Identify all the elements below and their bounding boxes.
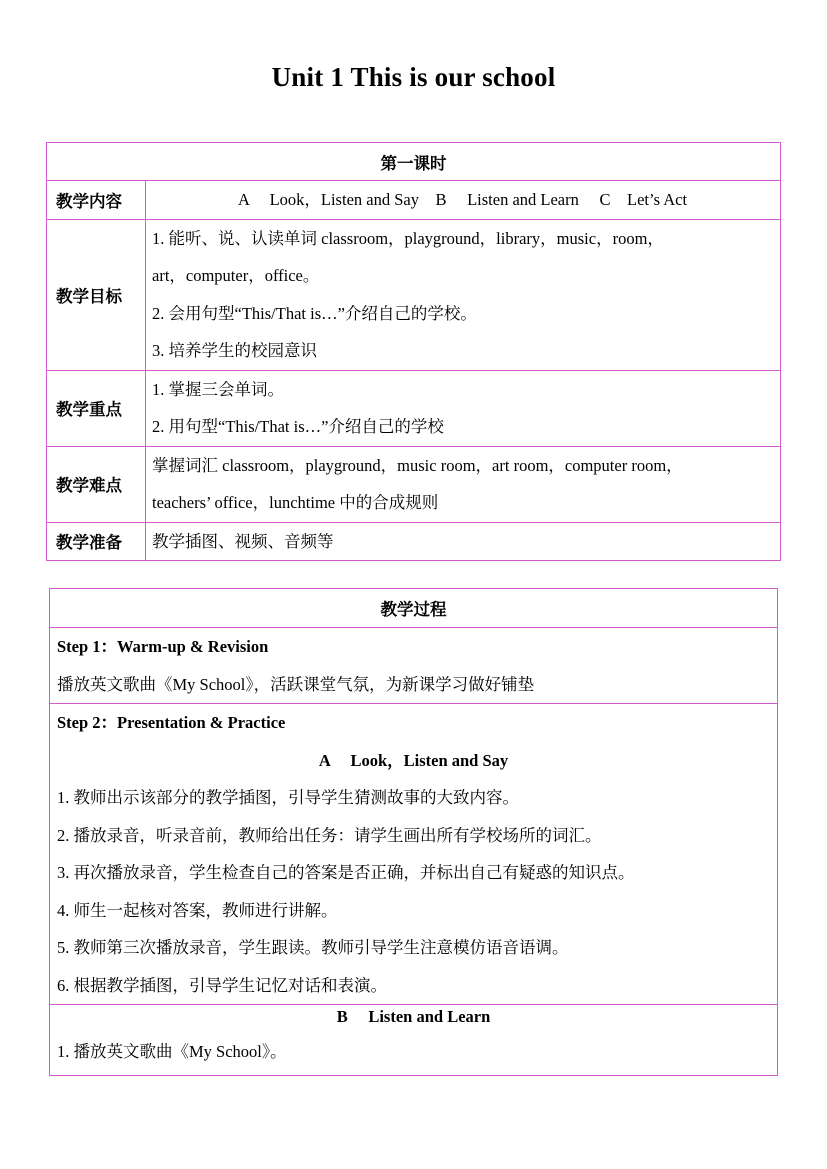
difficulty-line: 掌握词汇 classroom，playground，music room，art room，computer room， xyxy=(152,455,683,475)
page-title: Unit 1 This is our school xyxy=(271,62,556,92)
step2-item: 2. 播放录音，听录音前，教师给出任务：请学生画出所有学校场所的词汇。 xyxy=(57,825,602,845)
row-value-objectives xyxy=(146,219,781,370)
step2-heading: Step 2：Presentation & Practice xyxy=(57,713,286,732)
step2-item: 1. 教师出示该部分的教学插图，引导学生猜测故事的大致内容。 xyxy=(57,788,519,807)
step1-heading: Step 1：Warm-up & Revision xyxy=(57,637,269,656)
lesson-info-table xyxy=(46,142,781,561)
row-value-preparation xyxy=(146,522,781,561)
objective-line: 2. 会用句型“This/That is…”介绍自己的学校。 xyxy=(152,303,477,323)
step1-text: 播放英文歌曲《My School》，活跃课堂气氛，为新课学习做好铺垫 xyxy=(57,674,535,694)
row-label-preparation: 教学准备 xyxy=(47,522,146,561)
step2-item: 6. 根据教学插图，引导学生记忆对话和表演。 xyxy=(57,975,387,995)
objective-line: 1. 能听、说、认读单词 classroom，playground，library，music，room， xyxy=(152,228,664,248)
section-b-heading: B Listen and Learn xyxy=(336,1007,491,1026)
difficulty-line: teachers’ office，lunchtime 中的合成规则 xyxy=(152,493,439,512)
row-value-key-points xyxy=(146,370,781,446)
row-label-key-points: 教学重点 xyxy=(47,370,146,446)
row-label-content: 教学内容 xyxy=(47,181,146,220)
section-b-item: 1. 播放英文歌曲《My School》。 xyxy=(57,1042,287,1061)
section-a-heading: A Look，Listen and Say xyxy=(318,750,509,770)
preparation-line: 教学插图、视频、音频等 xyxy=(152,531,334,551)
step2-item: 4. 师生一起核对答案，教师进行讲解。 xyxy=(57,900,338,920)
objective-line: 3. 培养学生的校园意识 xyxy=(152,341,317,360)
key-point-line: 2. 用句型“This/That is…”介绍自己的学校 xyxy=(152,417,444,436)
key-point-line: 1. 掌握三会单词。 xyxy=(152,379,284,399)
process-header: 教学过程 xyxy=(50,589,778,628)
step1-cell xyxy=(50,628,778,704)
row-value-difficulties xyxy=(146,446,781,522)
objective-line: art，computer，office。 xyxy=(152,266,320,285)
row-value-content xyxy=(146,181,781,220)
step2-item: 5. 教师第三次播放录音，学生跟读。教师引导学生注意模仿语音语调。 xyxy=(57,938,569,957)
content-line: A Look，Listen and Say B Listen and Learn C Let’s Act xyxy=(237,190,688,209)
step2-item: 3. 再次播放录音，学生检查自己的答案是否正确，并标出自己有疑惑的知识点。 xyxy=(57,863,635,882)
lesson-period-header: 第一课时 xyxy=(47,143,781,181)
row-label-objectives: 教学目标 xyxy=(47,219,146,370)
section-b-cell xyxy=(50,1005,778,1076)
step2-cell xyxy=(50,704,778,1005)
row-label-difficulties: 教学难点 xyxy=(47,446,146,522)
teaching-process-table xyxy=(49,588,778,1076)
